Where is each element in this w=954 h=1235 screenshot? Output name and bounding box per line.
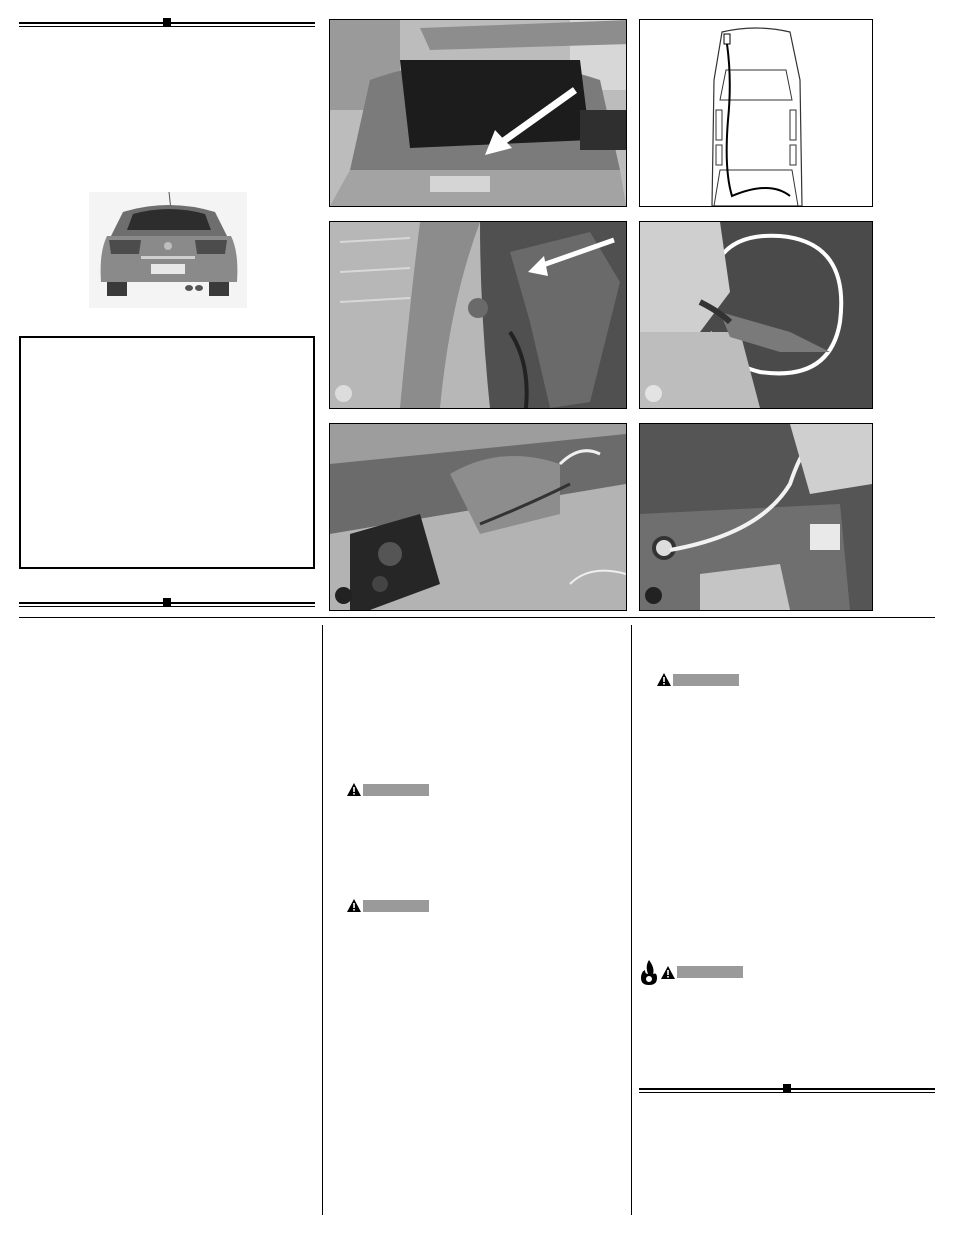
alert-triangle-icon (347, 783, 361, 796)
step-marker (335, 385, 352, 402)
section-header-rule (19, 602, 315, 608)
alert-triangle-icon (657, 673, 671, 686)
alert-triangle-icon (661, 966, 675, 979)
section-header-rule (639, 1088, 935, 1094)
alert-triangle-icon (347, 899, 361, 912)
step-marker (645, 587, 662, 604)
warning-2 (347, 899, 429, 912)
wire-route-diagram (639, 19, 873, 207)
battery-terminal-photo (639, 423, 873, 611)
column-separator (322, 625, 323, 1215)
section-header-rule (19, 22, 315, 28)
trunk-open-photo (329, 19, 627, 207)
info-box (19, 336, 315, 569)
warning-4 (639, 958, 743, 986)
step-marker (645, 385, 662, 402)
section-divider (19, 617, 935, 618)
warning-3 (657, 673, 739, 686)
trunk-trim-photo (329, 221, 627, 409)
wire-cutting-photo (639, 221, 873, 409)
fire-hazard-icon (639, 958, 659, 986)
vehicle-rear-photo (89, 192, 247, 308)
hinge-wiring-photo (329, 423, 627, 611)
warning-1 (347, 783, 429, 796)
step-marker (335, 587, 352, 604)
column-separator (631, 625, 632, 1215)
